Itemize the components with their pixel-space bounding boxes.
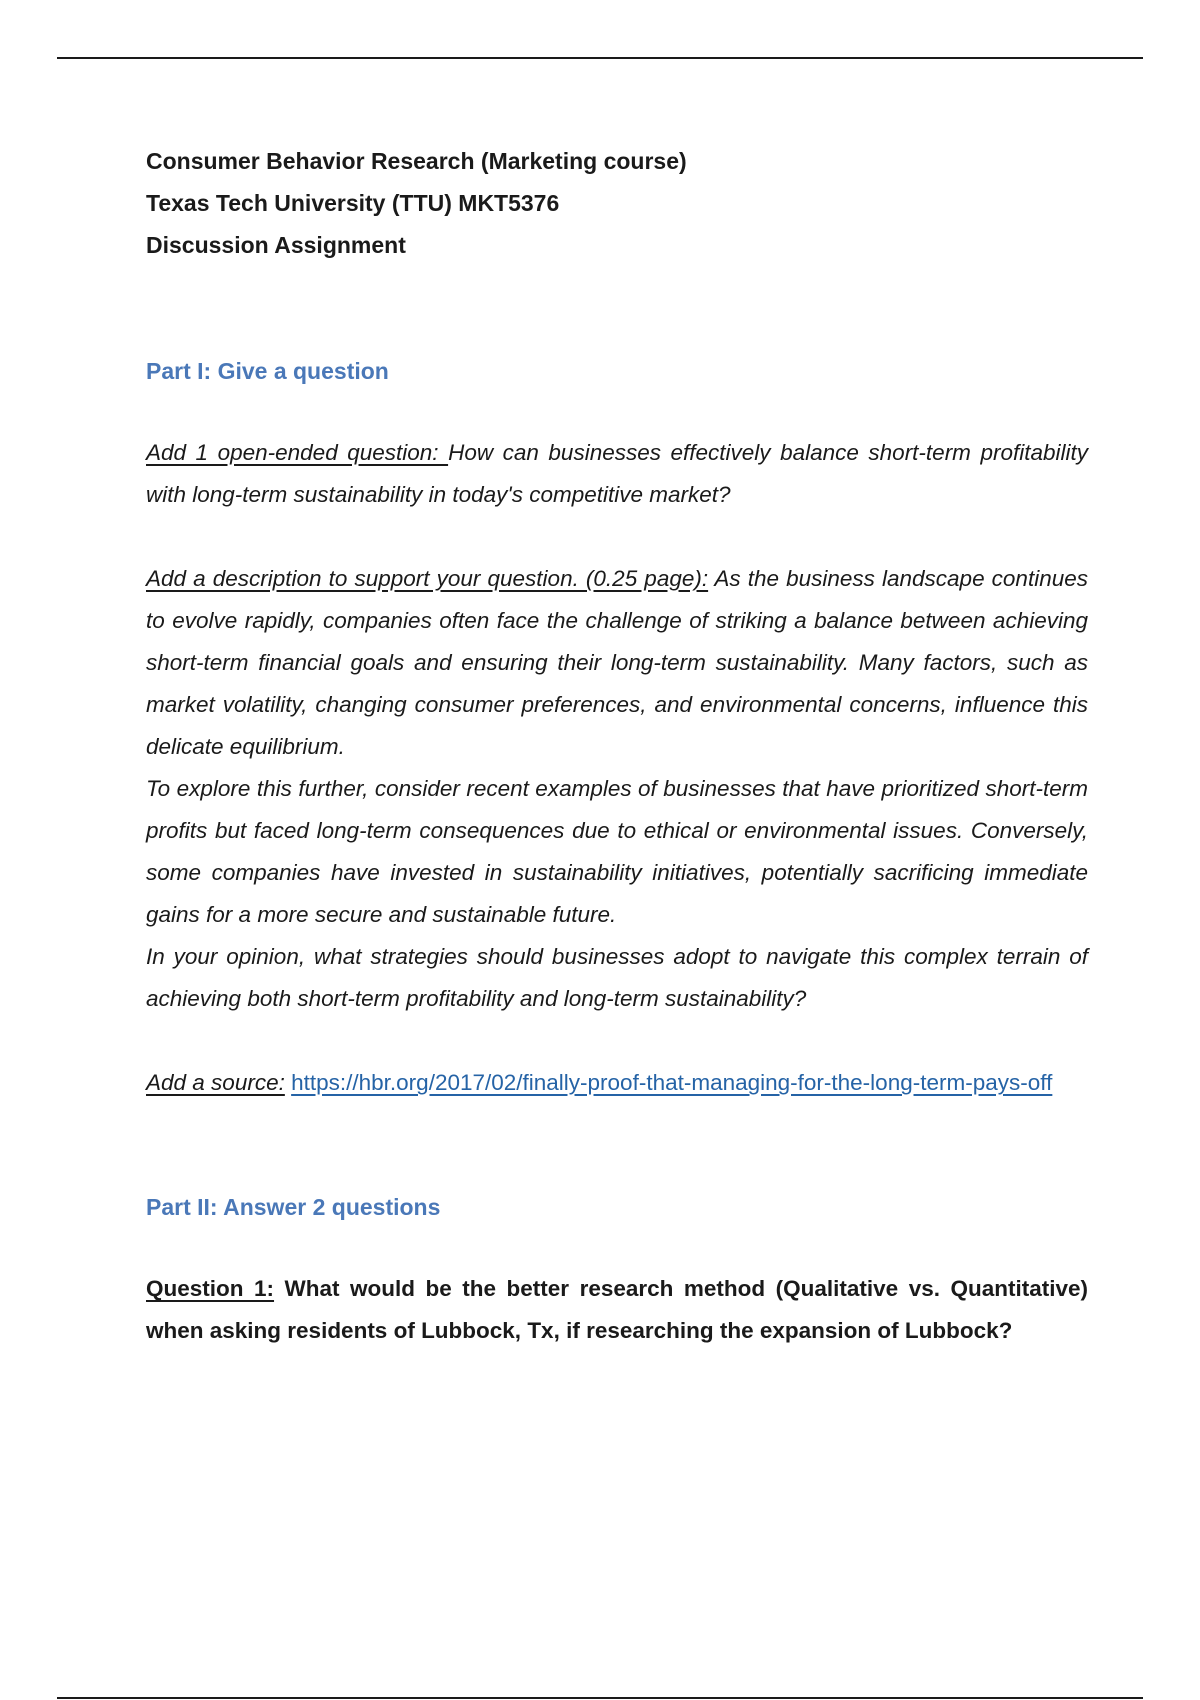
- open-ended-question: [146, 432, 1088, 516]
- assignment-title: Discussion Assignment: [146, 232, 406, 258]
- course-title: Consumer Behavior Research (Marketing course): [146, 148, 687, 174]
- part1-heading: Part I: Give a question: [146, 358, 389, 384]
- source-link[interactable]: https://hbr.org/2017/02/finally-proof-that-managing-for-the-long-term-pays-off: [291, 1070, 1053, 1095]
- description-paragraph-3: In your opinion, what strategies should businesses adopt to navigate this complex terrain of achieving both short-term profitability and long-term sustainability?: [146, 944, 1088, 1011]
- question-label: Add 1 open-ended question:: [146, 440, 449, 465]
- document-page: [146, 140, 1088, 1352]
- bottom-rule: [57, 1697, 1143, 1699]
- question-1-label: Question 1:: [146, 1276, 275, 1301]
- question-1: [146, 1268, 1088, 1352]
- description-text-1: As the business landscape continues to evolve rapidly, companies often face the challenge of striking a balance between achieving short-term financial goals and ensuring their long-term sustainability. Many factors, such as market volatility, changing consumer preferences, and environmental concerns, influence this delicate equilibrium.: [146, 566, 1088, 759]
- course-code: Texas Tech University (TTU) MKT5376: [146, 190, 560, 216]
- description-label: Add a description to support your question. (0.25 page):: [146, 566, 709, 591]
- source-line: [146, 1062, 1088, 1104]
- question-1-text: What would be the better research method (Qualitative vs. Quantitative) when asking residents of Lubbock, Tx, if researching the expansion of Lubbock?: [146, 1276, 1088, 1343]
- question-text: How can businesses effectively balance short-term profitability with long-term sustainability in today's competitive market?: [146, 440, 1088, 507]
- part2-heading: Part II: Answer 2 questions: [146, 1194, 441, 1220]
- description-paragraph-1: [146, 558, 1088, 768]
- description-paragraph-2: To explore this further, consider recent examples of businesses that have prioritized short-term profits but faced long-term consequences due to ethical or environmental issues. Conversely, some companies have invested in sustainability initiatives, potentially sacrificing immediate gains for a more secure and sustainable future.: [146, 776, 1088, 927]
- source-label: Add a source:: [146, 1070, 285, 1095]
- top-rule: [57, 57, 1143, 59]
